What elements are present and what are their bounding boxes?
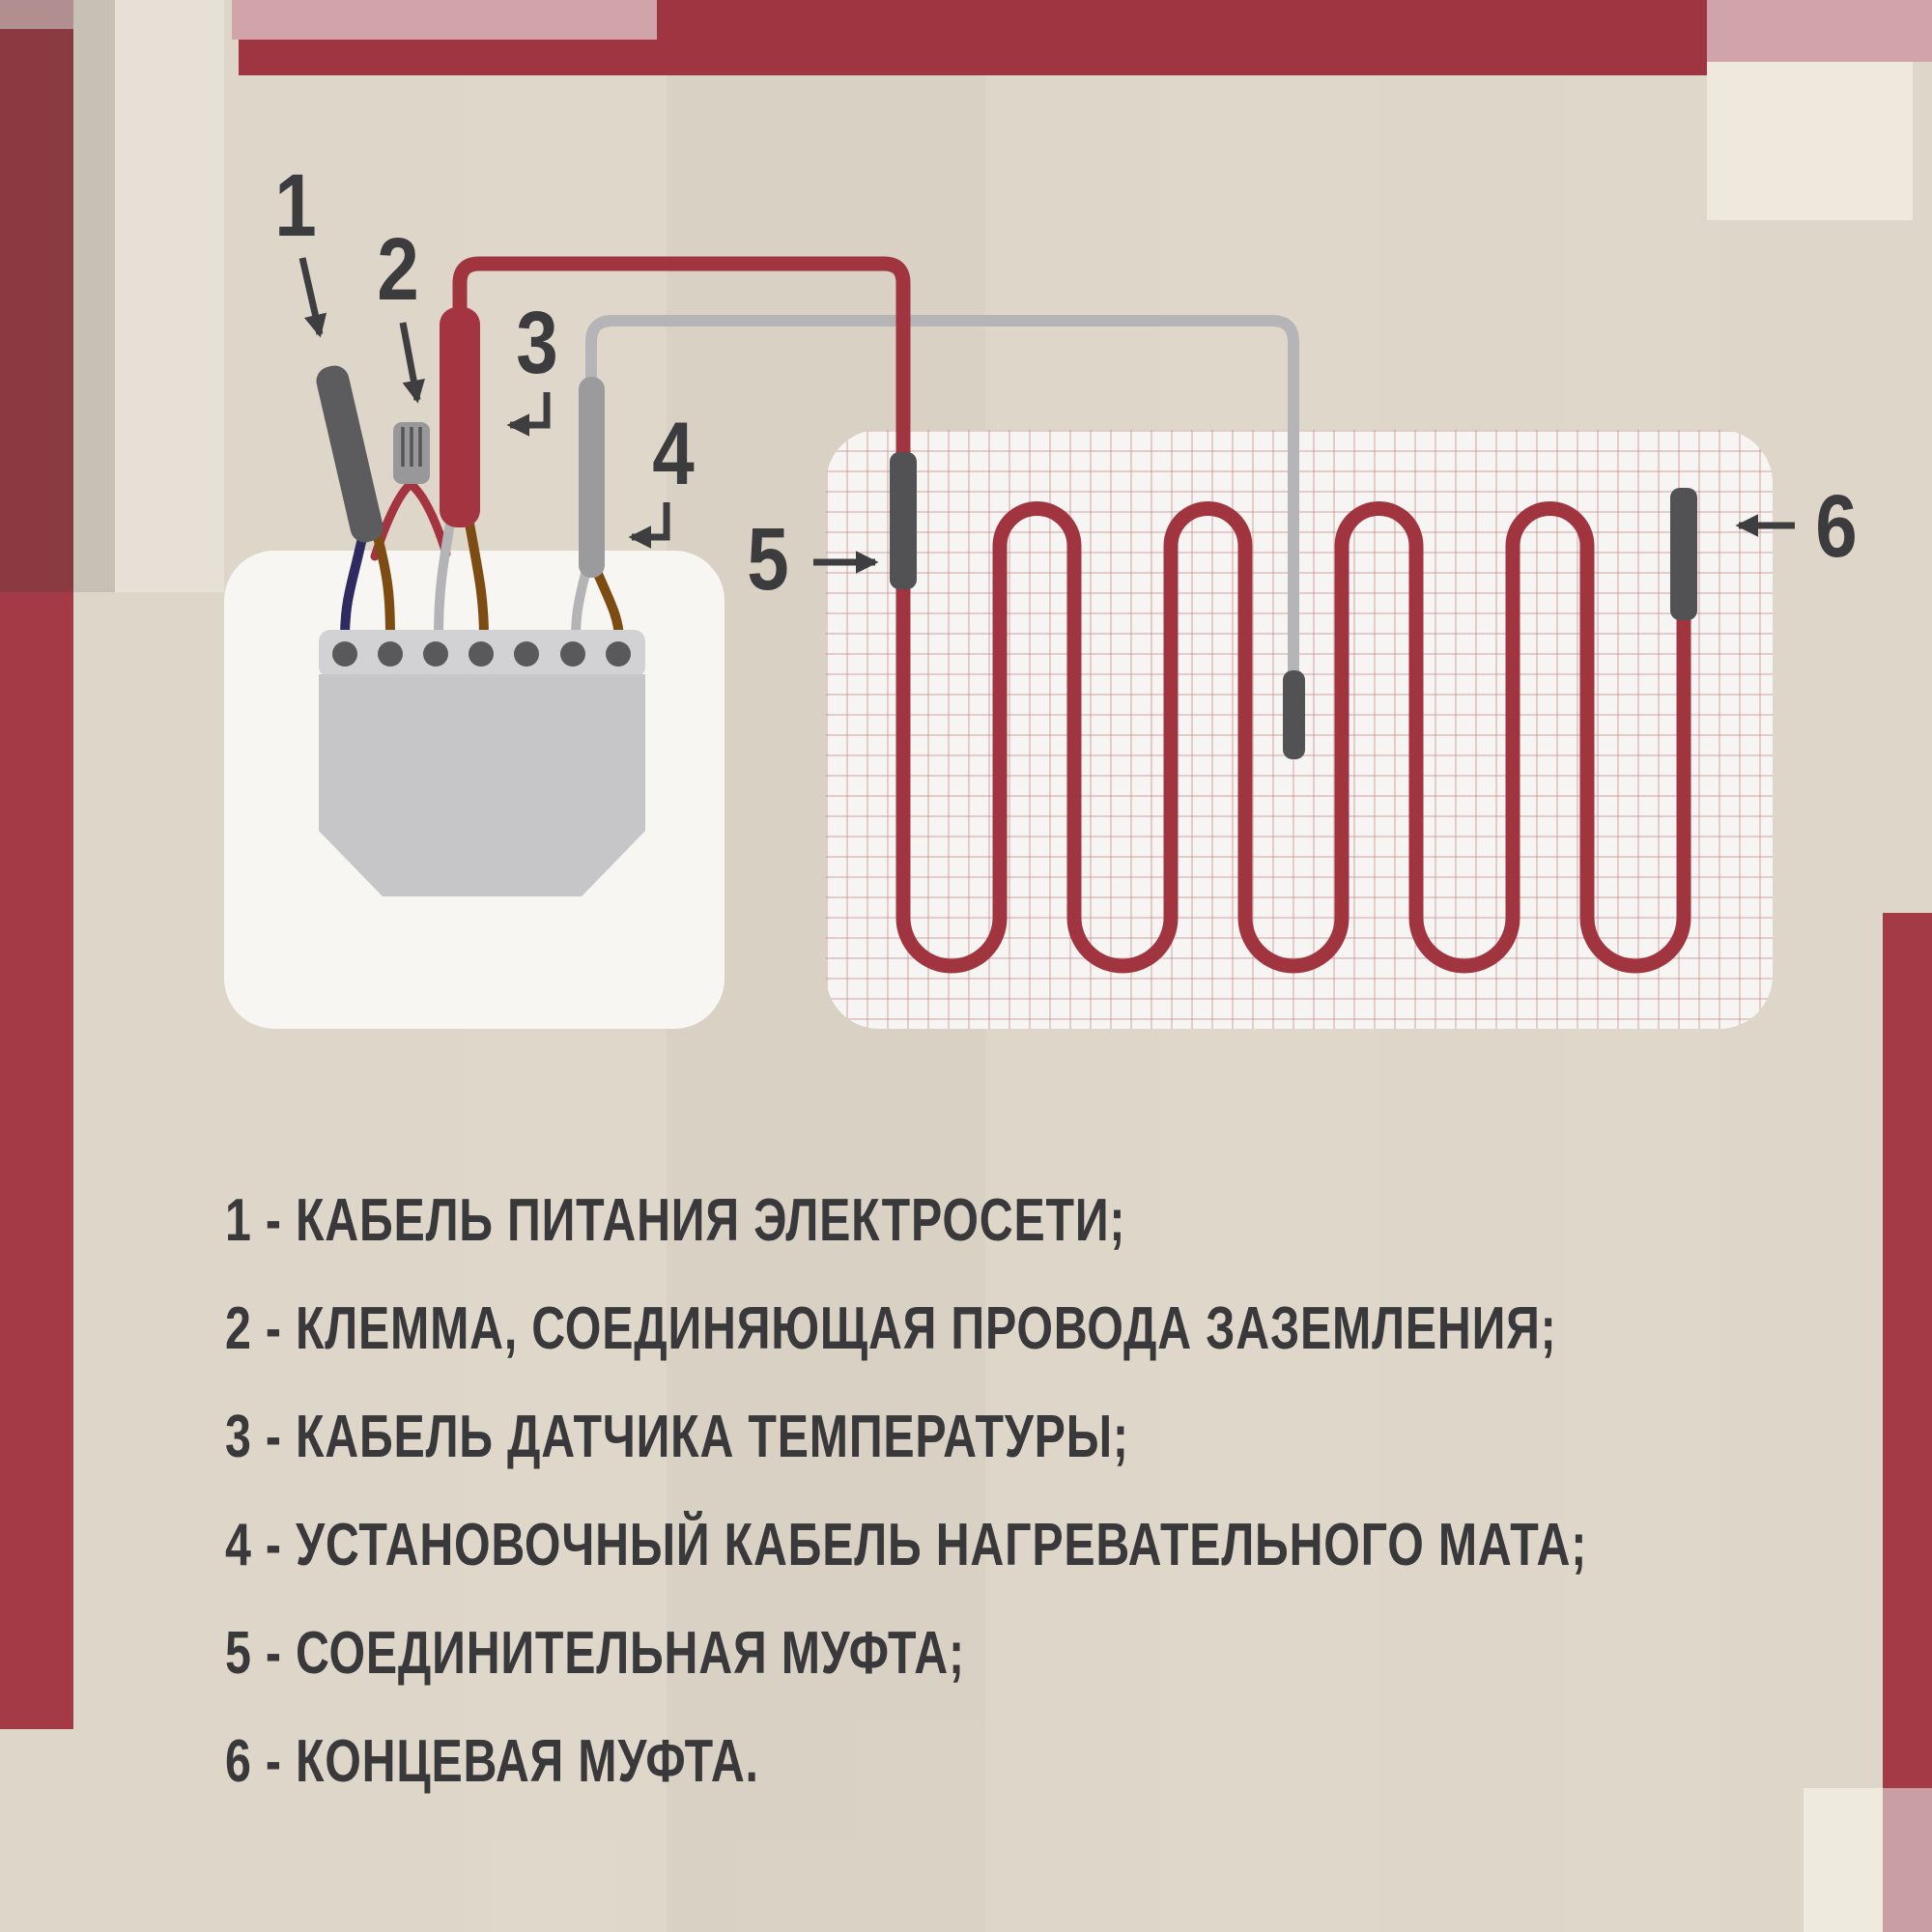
legend-item-2: 2 - КЛЕММА, СОЕДИНЯЮЩАЯ ПРОВОДА ЗАЗЕМЛЕНИЯ; bbox=[225, 1295, 1557, 1362]
device-body bbox=[319, 674, 645, 896]
sensor-cable-sheath bbox=[440, 307, 480, 527]
callout-number-5: 5 bbox=[747, 510, 789, 609]
callout-number-3: 3 bbox=[516, 294, 558, 392]
temperature-sensor-probe bbox=[1283, 670, 1305, 759]
ground-clamp bbox=[393, 422, 430, 484]
callout-number-6: 6 bbox=[1815, 477, 1858, 576]
wire-blue bbox=[345, 533, 363, 638]
arrow-1 bbox=[302, 258, 320, 334]
thermostat-terminal-device bbox=[319, 630, 645, 896]
mat-cable-sheath bbox=[579, 377, 605, 578]
legend-item-6: 6 - КОНЦЕВАЯ МУФТА. bbox=[225, 1728, 759, 1795]
callout-number-1: 1 bbox=[274, 156, 317, 255]
legend-item-4: 4 - УСТАНОВОЧНЫЙ КАБЕЛЬ НАГРЕВАТЕЛЬНОГО МАТА; bbox=[225, 1512, 1588, 1578]
sensor-cable-run bbox=[591, 321, 1293, 676]
legend-item-3: 3 - КАБЕЛЬ ДАТЧИКА ТЕМПЕРАТУРЫ; bbox=[225, 1404, 1129, 1470]
arrow-2 bbox=[403, 323, 417, 400]
callout-number-2: 2 bbox=[377, 220, 419, 319]
arrow-4 bbox=[632, 502, 667, 537]
legend-item-5: 5 - СОЕДИНИТЕЛЬНАЯ МУФТА; bbox=[225, 1620, 965, 1687]
arrow-3 bbox=[510, 392, 547, 425]
heating-cable-serpentine bbox=[460, 264, 1684, 966]
wire-gray bbox=[576, 574, 585, 638]
connection-coupling bbox=[890, 452, 917, 589]
wire-brown bbox=[598, 574, 619, 638]
wire-brown bbox=[378, 537, 390, 638]
ground-wires bbox=[375, 484, 446, 556]
callout-number-4: 4 bbox=[652, 405, 695, 503]
power-cable-sheath bbox=[314, 363, 386, 546]
legend-item-1: 1 - КАБЕЛЬ ПИТАНИЯ ЭЛЕКТРОСЕТИ; bbox=[225, 1187, 1126, 1254]
end-coupling bbox=[1670, 488, 1697, 620]
wire-brown bbox=[469, 524, 484, 638]
